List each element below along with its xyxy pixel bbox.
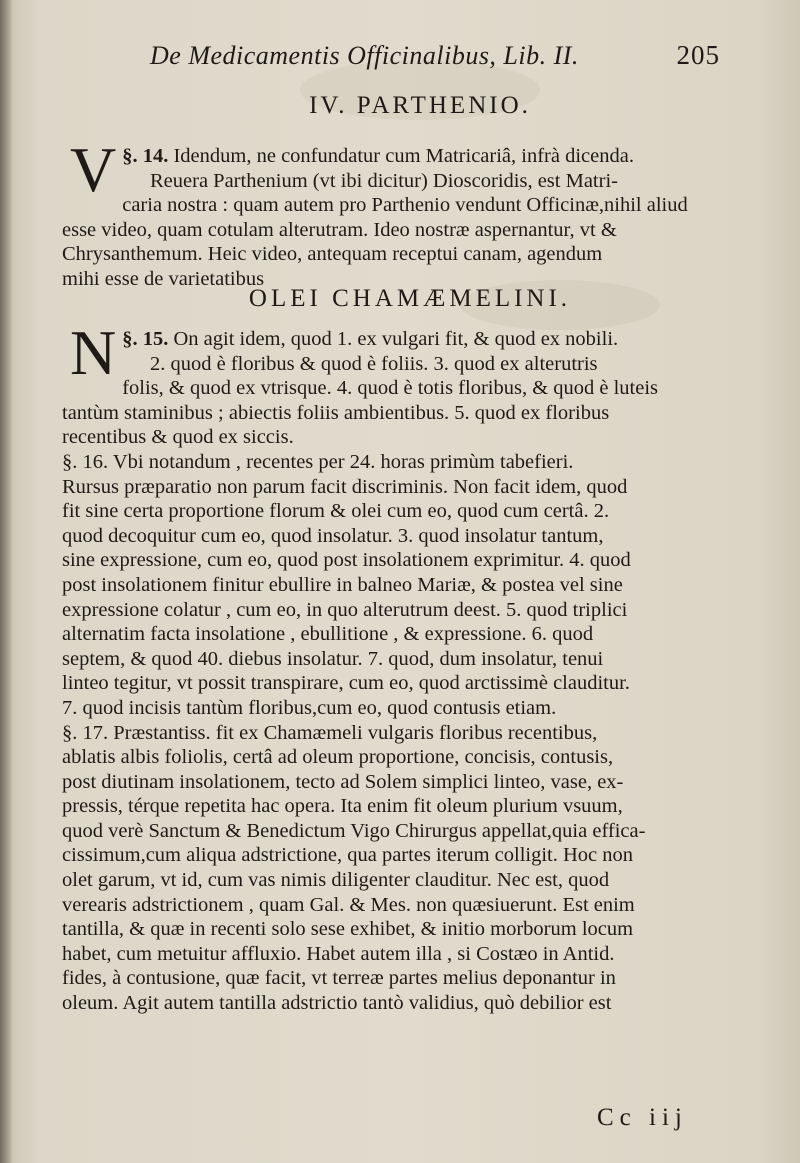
- text-line: Reuera Parthenium (vt ibi dicitur) Dioscoridis, est Matri-: [150, 169, 618, 192]
- text-line: linteo tegitur, vt possit transpirare, cum eo, quod arctissimè clauditur.: [62, 672, 630, 695]
- text-line: habet, cum metuitur affluxio. Habet autem illa , si Costæo in Antid.: [62, 942, 615, 965]
- text-line: cissimum,cum aliqua adstrictione, qua partes iterum colligit. Hoc non: [62, 844, 634, 867]
- text-line: septem, & quod 40. diebus insolatur. 7. quod, dum insolatur, tenui: [62, 647, 604, 670]
- text-line: tantùm staminibus ; abiectis foliis ambientibus. 5. quod ex floribus: [62, 401, 610, 424]
- text-line-content: Idendum, ne confundatur cum Matricariâ, infrà dicenda.: [173, 145, 634, 167]
- text-line: 7. quod incisis tantùm floribus,cum eo, quod contusis etiam.: [62, 696, 557, 719]
- paragraph-14: [62, 134, 746, 292]
- text-line: verearis adstrictionem , quam Gal. & Mes. non quæsiuerunt. Est enim: [62, 893, 635, 916]
- text-line: quod verè Sanctum & Benedictum Vigo Chirurgus appellat,quia effica-: [62, 819, 646, 842]
- text-line: post diutinam insolationem, tecto ad Solem simplici linteo, vase, ex-: [62, 770, 624, 793]
- text-line: folis, & quod ex vtrisque. 4. quod è totis floribus, & quod è luteis: [122, 377, 659, 400]
- text-line: Chrysanthemum. Heic video, antequam receptui canam, agendum: [62, 243, 603, 266]
- text-line-content: On agit idem, quod 1. ex vulgari fit, & quod ex nobili.: [173, 328, 619, 350]
- text-line: recentibus & quod ex siccis.: [62, 426, 294, 449]
- text-line: fides, à contusione, quæ facit, vt terreæ partes melius deponantur in: [62, 967, 616, 990]
- paragraph-15: [62, 317, 746, 1016]
- running-header: [150, 40, 720, 76]
- text-line: alternatim facta insolatione , ebullitione , & expressione. 6. quod: [62, 623, 594, 646]
- text-line: sine expressione, cum eo, quod post insolationem exprimitur. 4. quod: [62, 549, 631, 572]
- text-line: §. 17. Præstantiss. fit ex Chamæmeli vulgaris floribus recentibus,: [62, 721, 598, 744]
- text-line: ablatis albis foliolis, certâ ad oleum proportione, concisis, contusis,: [62, 746, 614, 769]
- text-line: quod decoquitur cum eo, quod insolatur. 3. quod insolatur tantum,: [62, 524, 604, 547]
- book-binding-edge: [0, 0, 12, 1163]
- text-line: pressis, térque repetita hac opera. Ita enim fit oleum plurium vsuum,: [62, 795, 623, 818]
- section-number: §. 14.: [122, 145, 169, 167]
- page-number: 205: [676, 40, 720, 70]
- drop-capital: N: [70, 317, 117, 388]
- text-line: fit sine certa proportione florum & olei cum eo, quod cum certâ. 2.: [62, 500, 610, 523]
- text-line: oleum. Agit autem tantilla adstrictio tantò validius, quò debilior est: [62, 992, 612, 1015]
- drop-capital: V: [70, 134, 117, 205]
- section-number: §. 15.: [122, 328, 169, 350]
- text-line: olet garum, vt id, cum vas nimis diligenter clauditur. Nec est, quod: [62, 869, 610, 892]
- section-heading: IV. PARTHENIO.: [309, 92, 531, 119]
- text-line: esse video, quam cotulam alterutram. Ideo nostræ aspernantur, vt &: [62, 218, 617, 241]
- text-line: expressione colatur , cum eo, in quo alterutrum deest. 5. quod triplici: [62, 598, 628, 621]
- text-line: mihi esse de varietatibus: [62, 267, 265, 290]
- text-line: post insolationem finitur ebullire in balneo Mariæ, & postea vel sine: [62, 573, 623, 596]
- text-line: caria nostra : quam autem pro Parthenio vendunt Officinæ,nihil aliud: [122, 194, 688, 217]
- text-line: Rursus præparatio non parum facit discriminis. Non facit idem, quod: [62, 475, 628, 498]
- text-line: 2. quod è floribus & quod è foliis. 3. quod ex alterutris: [150, 352, 598, 375]
- text-line: tantilla, & quæ in recenti solo sese exhibet, & initio morborum locum: [62, 918, 634, 941]
- running-title: De Medicamentis Officinalibus, Lib. II.: [150, 41, 579, 70]
- section-heading: OLEI CHAMÆMELINI.: [248, 285, 572, 312]
- catchword: Cc iij: [597, 1104, 688, 1131]
- text-line: §. 16. Vbi notandum , recentes per 24. horas primùm tabefieri.: [62, 450, 574, 473]
